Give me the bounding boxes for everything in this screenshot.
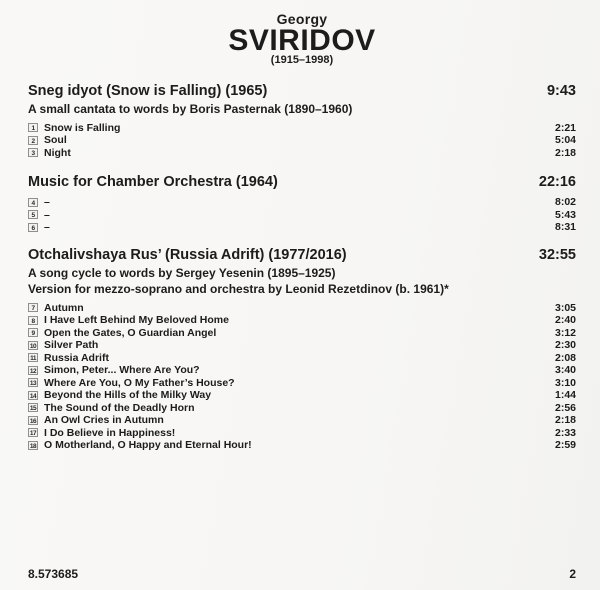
track-row (28, 314, 576, 327)
track-title: I Do Believe in Happiness! (44, 426, 176, 439)
track-number-box: 13 (29, 380, 37, 388)
track-title: Beyond the Hills of the Milky Way (44, 389, 212, 402)
track-title: Autumn (44, 301, 84, 314)
track-time: 2:21 (554, 121, 576, 134)
track-number-box: 5 (28, 210, 38, 219)
track-row (28, 377, 576, 390)
composer-last-name: SVIRIDOV (228, 24, 376, 57)
work-heading (28, 247, 576, 264)
track-number-box: 15 (29, 405, 37, 413)
track-row (28, 134, 576, 147)
track-title: – (44, 221, 50, 234)
track-row (28, 439, 576, 452)
track-row (28, 352, 576, 365)
track-row (28, 389, 576, 402)
track-number-box: 8 (28, 316, 38, 325)
track-title: Snow is Falling (44, 121, 121, 134)
track-time: 2:33 (554, 426, 576, 439)
track-time: 2:18 (554, 146, 576, 159)
composer-first-name: Georgy (276, 11, 328, 27)
track-title: The Sound of the Deadly Horn (44, 401, 195, 414)
track-number-box: 16 (29, 417, 37, 425)
track-title: Simon, Peter... Where Are You? (44, 364, 200, 377)
composer-header (28, 0, 576, 67)
catalog-number: 8.573685 (28, 567, 79, 581)
track-number-box: 2 (28, 136, 38, 145)
track-time: 3:10 (554, 376, 576, 389)
work-subtitle: A song cycle to words by Sergey Yesenin (1895–1925) (28, 265, 336, 280)
track-time: 3:05 (554, 301, 576, 314)
track-number-box: 9 (28, 328, 38, 337)
page-footer (28, 567, 576, 581)
track-time: 2:18 (554, 414, 576, 427)
track-list (28, 302, 576, 452)
track-row (28, 122, 576, 135)
work-title: Sneg idyot (Snow is Falling) (1965) (28, 83, 268, 99)
track-number-box: 14 (29, 392, 37, 400)
track-list (28, 196, 576, 234)
track-title: – (44, 208, 50, 221)
track-time: 2:40 (554, 314, 576, 327)
track-row (28, 302, 576, 315)
track-number-box: 1 (28, 123, 38, 132)
track-number-box: 10 (29, 342, 37, 350)
track-row (28, 427, 576, 440)
track-title: Soul (44, 134, 67, 147)
track-time: 3:12 (554, 326, 576, 339)
track-row (28, 209, 576, 222)
work-heading (28, 83, 576, 100)
track-title: Russia Adrift (44, 351, 109, 364)
track-title: – (44, 196, 50, 209)
track-number-box: 3 (28, 148, 38, 157)
track-title: I Have Left Behind My Beloved Home (44, 314, 229, 327)
work-title: Otchalivshaya Rus’ (Russia Adrift) (1977/2016) (28, 246, 347, 263)
track-time: 2:59 (554, 439, 576, 452)
track-row (28, 364, 576, 377)
work-section-chamber-orchestra (28, 174, 576, 234)
track-number-box: 4 (28, 198, 38, 207)
track-title: Where Are You, O My Father’s House? (44, 376, 235, 389)
track-time: 3:40 (554, 364, 576, 377)
track-title: Night (44, 146, 71, 159)
track-list (28, 122, 576, 160)
track-time: 8:02 (554, 196, 576, 209)
track-time: 8:31 (554, 221, 576, 234)
track-number-box: 11 (28, 353, 38, 362)
track-row (28, 339, 576, 352)
track-title: O Motherland, O Happy and Eternal Hour! (44, 439, 252, 452)
work-duration: 22:16 (538, 174, 576, 190)
track-number-box: 18 (29, 442, 37, 450)
page-number: 2 (569, 567, 576, 581)
track-time: 5:43 (554, 208, 576, 221)
work-section-russia-adrift (28, 247, 576, 452)
work-heading (28, 174, 576, 191)
track-row (28, 147, 576, 160)
track-row (28, 327, 576, 340)
work-subtitle-version-note: Version for mezzo-soprano and orchestra by Leonid Rezetdinov (b. 1961)* (28, 282, 449, 296)
track-time: 2:08 (554, 351, 576, 364)
track-number-box: 12 (29, 367, 37, 375)
composer-dates: (1915–1998) (270, 54, 334, 66)
track-title: An Owl Cries in Autumn (44, 414, 164, 427)
track-row (28, 221, 576, 234)
track-time: 2:56 (554, 401, 576, 414)
work-duration: 32:55 (538, 246, 576, 263)
work-duration: 9:43 (546, 83, 576, 99)
track-number-box: 6 (28, 223, 38, 232)
track-time: 5:04 (554, 134, 576, 147)
track-title: Silver Path (44, 339, 99, 352)
track-title: Open the Gates, O Guardian Angel (44, 326, 217, 339)
track-number-box: 17 (29, 430, 37, 438)
track-row (28, 402, 576, 415)
work-subtitle: A small cantata to words by Boris Pasternak (1890–1960) (28, 102, 353, 116)
track-time: 1:44 (554, 389, 576, 402)
track-time: 2:30 (554, 339, 576, 352)
track-row (28, 196, 576, 209)
track-number-box: 7 (28, 303, 38, 312)
work-title: Music for Chamber Orchestra (1964) (28, 174, 278, 190)
work-section-snow-is-falling (28, 83, 576, 159)
track-row (28, 414, 576, 427)
